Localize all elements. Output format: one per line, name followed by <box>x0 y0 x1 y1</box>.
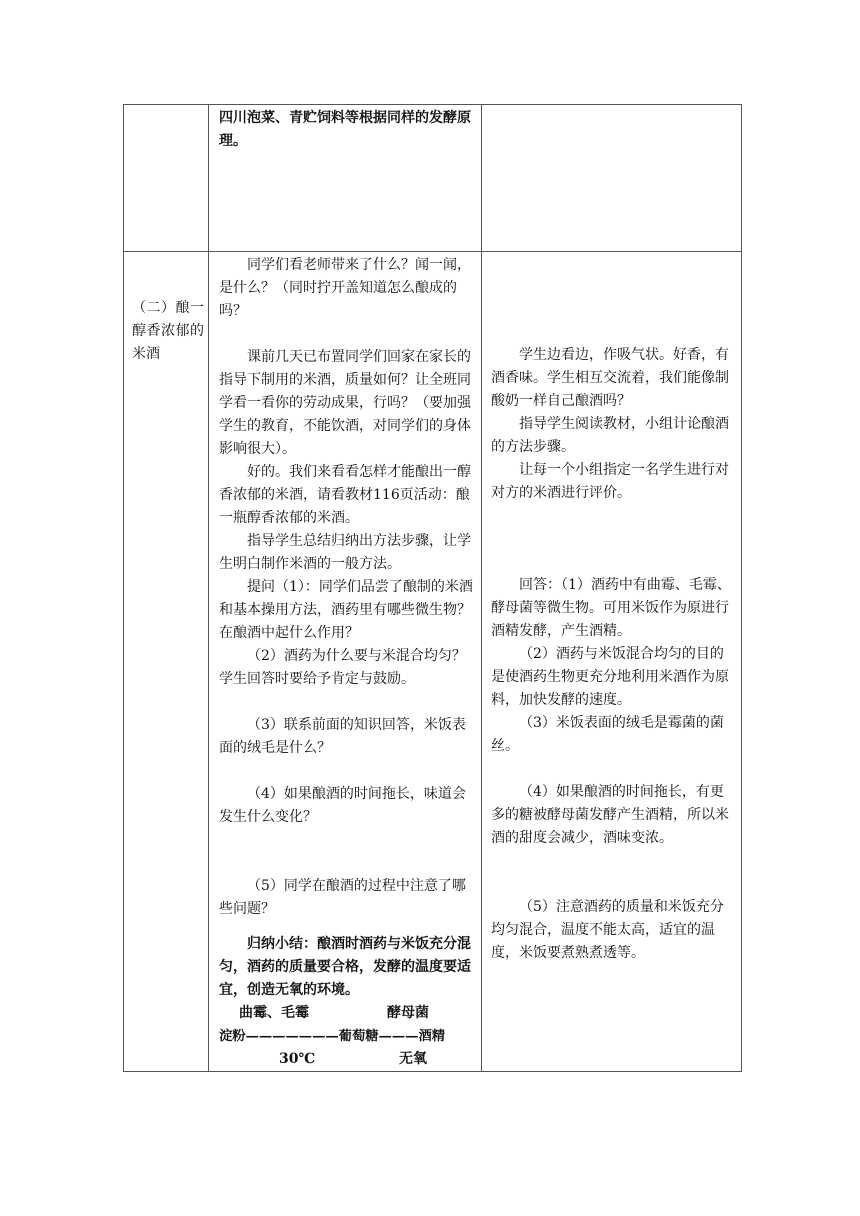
student-paragraph: 指导学生阅读教材，小组计论酿酒的方法步骤。 <box>491 416 729 455</box>
section-cell <box>124 252 209 1072</box>
table-row <box>124 252 742 1072</box>
section-title: （二）酿一醇香浓郁的米酒 <box>132 300 204 362</box>
fermentation-note: 四川泡菜、青贮饲料等根据同样的发酵原理。 <box>219 110 471 149</box>
equation-top-left: 曲霉、毛霉 <box>239 1005 309 1021</box>
student-answer: 回答：（1）酒药中有曲霉、毛霉、酵母菌等微生物。可用米饭作为原进行酒精发酵，产生酒精。 <box>491 577 731 639</box>
equation-top-right: 酵母菌 <box>387 1005 429 1021</box>
fermentation-equation <box>219 1002 475 1071</box>
student-paragraph: 让每一个小组指定一名学生进行对对方的米酒进行评价。 <box>491 462 729 501</box>
teacher-question: （2）酒药为什么要与米混合均匀？学生回答时要给予肯定与鼓励。 <box>219 648 466 687</box>
teacher-paragraph: 课前几天已布置同学们回家在家长的指导下制用的米酒，质量如何？让全班同学看一看你的劳动成果，行吗？（要加强学生的教育，不能饮酒，对同学们的身体影响很大）。 <box>219 349 471 457</box>
equation-bottom-left: 30℃ <box>279 1051 316 1067</box>
student-activity-cell <box>482 105 742 252</box>
student-paragraph: 学生边看边，作吸气状。好香，有酒香味。学生相互交流着，我们能像制酸奶一样自己酿酒吗？ <box>491 347 729 409</box>
student-answer: （5）注意酒药的质量和米饭充分均匀混合，温度不能太高，适宜的温度，米饭要煮熟煮透等。 <box>491 899 724 961</box>
teacher-question: （4）如果酿酒的时间拖长，味道会发生什么变化？ <box>219 786 466 825</box>
student-answer: （4）如果酿酒的时间拖长，有更多的糖被酵母菌发酵产生酒精，所以米酒的甜度会减少，酒味变浓。 <box>491 784 729 846</box>
teacher-paragraph: 同学们看老师带来了什么？闻一闻，是什么？（同时拧开盖知道怎么酿成的吗？ <box>219 257 471 319</box>
student-answer: （3）米饭表面的绒毛是霉菌的菌丝。 <box>491 715 724 754</box>
summary-paragraph: 归纳小结：酿酒时酒药与米饭充分混匀，酒药的质量要合格，发酵的温度要适宜，创造无氧的环境。 <box>219 936 471 998</box>
teacher-question: （5）同学在酿酒的过程中注意了哪些问题？ <box>219 878 466 917</box>
teacher-paragraph: 好的。我们来看看怎样才能酿出一醇香浓郁的米酒，请看教材116页活动：酿一瓶醇香浓郁的米酒。 <box>219 464 471 526</box>
section-cell <box>124 105 209 252</box>
teacher-activity-cell <box>209 252 482 1072</box>
student-answer: （2）酒药与米饭混合均匀的目的是使酒药生物更充分地利用米酒作为原料，加快发酵的速度。 <box>491 646 729 708</box>
teacher-question: （3）联系前面的知识回答，米饭表面的绒毛是什么？ <box>219 717 466 756</box>
teacher-activity-cell <box>209 105 482 252</box>
lesson-plan-table <box>123 104 742 1072</box>
equation-bottom-right: 无氧 <box>399 1051 427 1067</box>
equation-main: 淀粉———————葡萄糖———酒精 <box>219 1029 446 1044</box>
student-activity-cell <box>482 252 742 1072</box>
table-row <box>124 105 742 252</box>
teacher-paragraph: 指导学生总结归纳出方法步骤，让学生明白制作米酒的一般方法。 <box>219 533 471 572</box>
teacher-question: 提问（1）：同学们品尝了酿制的米酒和基本操用方法，酒药里有哪些微生物？在酿酒中起什么作用？ <box>219 579 473 641</box>
